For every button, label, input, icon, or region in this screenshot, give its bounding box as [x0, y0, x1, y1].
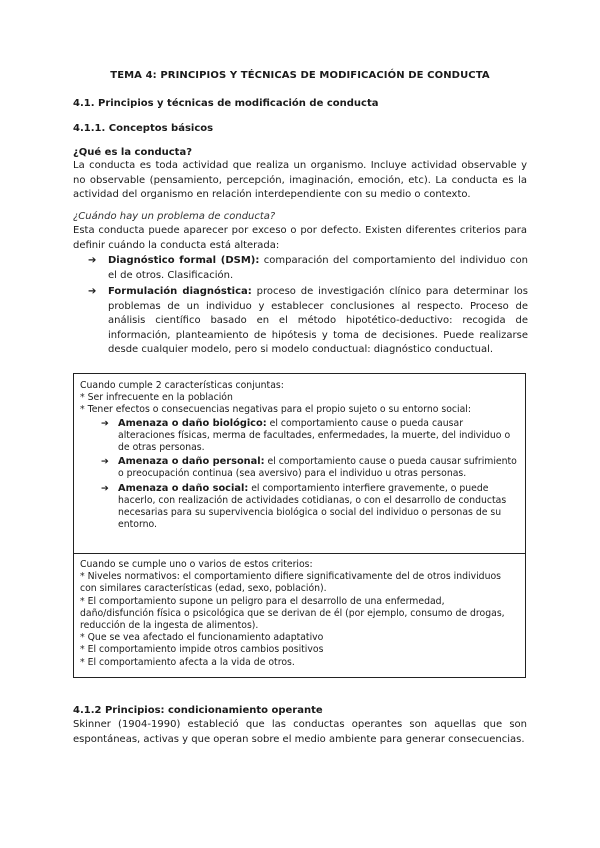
criteria-box-one-or-more — [73, 553, 526, 678]
section-heading-4-1: 4.1. Principios y técnicas de modificación de conducta — [73, 98, 379, 109]
arrow-icon: ➔ — [88, 286, 97, 297]
bullet-text: proceso de investigación clínico para determinar los problemas de un individuo y establecer conclusiones al respecto. Proceso de análisis científico basado en el método hipotético-deductivo: recogida de información, planteamiento de hipótesis y toma de decisiones. Puede realizarse desde cualquier modelo, pero si modelo conductual: diagnóstico conductual. — [108, 286, 528, 355]
harm-label: Amenaza o daño personal: — [118, 456, 265, 468]
section-heading-4-1-2: 4.1.2 Principios: condicionamiento operante — [73, 705, 323, 716]
box-line: Cuando cumple 2 características conjuntas: — [80, 380, 284, 391]
question-heading-what-is-conduct: ¿Qué es la conducta? — [73, 147, 193, 158]
criteria-box-two-characteristics — [73, 373, 526, 554]
harm-text: el comportamiento interfiere gravemente, o puede hacerlo, con realización de actividades cotidianas, o con el desarrollo de conductas necesarias para su supervivencia biológica o social del individuo o personas de su entorno. — [118, 482, 507, 531]
harm-text: el comportamiento cause o pueda causar sufrimiento o preocupación continua (sea aversivo) para el individuo u otras personas. — [118, 456, 517, 480]
arrow-icon: ➔ — [101, 456, 109, 468]
harm-label: Amenaza o daño biológico: — [118, 417, 267, 429]
arrow-icon: ➔ — [101, 482, 109, 494]
criteria-bullet-list — [88, 254, 528, 360]
harm-label: Amenaza o daño social: — [118, 482, 249, 494]
bullet-label: Formulación diagnóstica: — [108, 286, 252, 297]
harm-item-social — [101, 483, 519, 532]
bullet-item-dsm — [88, 254, 528, 283]
document-title: TEMA 4: PRINCIPIOS Y TÉCNICAS DE MODIFICACIÓN DE CONDUCTA — [110, 70, 490, 81]
question-heading-when-problem: ¿Cuándo hay un problema de conducta? — [73, 211, 276, 222]
box-line: * Que se vea afectado el funcionamiento adaptativo — [80, 632, 324, 644]
box-line: * Niveles normativos: el comportamiento difiere significativamente del de otros individuos con similares características (edad, sexo, población). — [80, 571, 501, 595]
arrow-icon: ➔ — [101, 417, 109, 429]
box-line: * Ser infrecuente en la población — [80, 392, 233, 404]
bullet-text: comparación del comportamiento del individuo con el de otros. Clasificación. — [108, 255, 528, 281]
bullet-item-diagnostic-formulation — [88, 285, 528, 358]
box-line: * Tener efectos o consecuencias negativas para el propio sujeto o su entorno social: — [80, 404, 472, 416]
box-line: * El comportamiento afecta a la vida de otros. — [80, 656, 295, 668]
harm-text: el comportamiento cause o pueda causar alteraciones físicas, merma de facultades, enfermedades, la muerte, del individuo o de otras personas. — [118, 417, 511, 454]
paragraph-conduct-definition: La conducta es toda actividad que realiza un organismo. Incluye actividad observable y no observable (pensamiento, percepción, imaginación, emoción, etc). La conducta es la actividad del organismo en relación interdependiente con su medio o contexto. — [73, 160, 527, 200]
arrow-icon: ➔ — [88, 255, 97, 266]
section-heading-4-1-1: 4.1.1. Conceptos básicos — [73, 123, 214, 134]
harm-list — [80, 418, 519, 532]
bullet-label: Diagnóstico formal (DSM): — [108, 255, 260, 266]
paragraph-criteria-intro: Esta conducta puede aparecer por exceso o por defecto. Existen diferentes criterios para definir cuándo la conducta está alterada: — [73, 225, 527, 251]
box-line: * El comportamiento impide otros cambios positivos — [80, 644, 324, 656]
paragraph-skinner: Skinner (1904-1990) estableció que las conductas operantes son aquellas que son espontáneas, activas y que operan sobre el medio ambiente para generar consecuencias. — [73, 719, 527, 745]
harm-item-personal — [101, 456, 519, 480]
box-line: * El comportamiento supone un peligro para el desarrollo de una enfermedad, daño/disfunción física o psicológica que se derivan de él (por ejemplo, consumo de drogas, reducción de la ingesta de alimentos). — [80, 595, 505, 632]
harm-item-biological — [101, 418, 519, 455]
box-line: Cuando se cumple uno o varios de estos criterios: — [80, 559, 313, 570]
